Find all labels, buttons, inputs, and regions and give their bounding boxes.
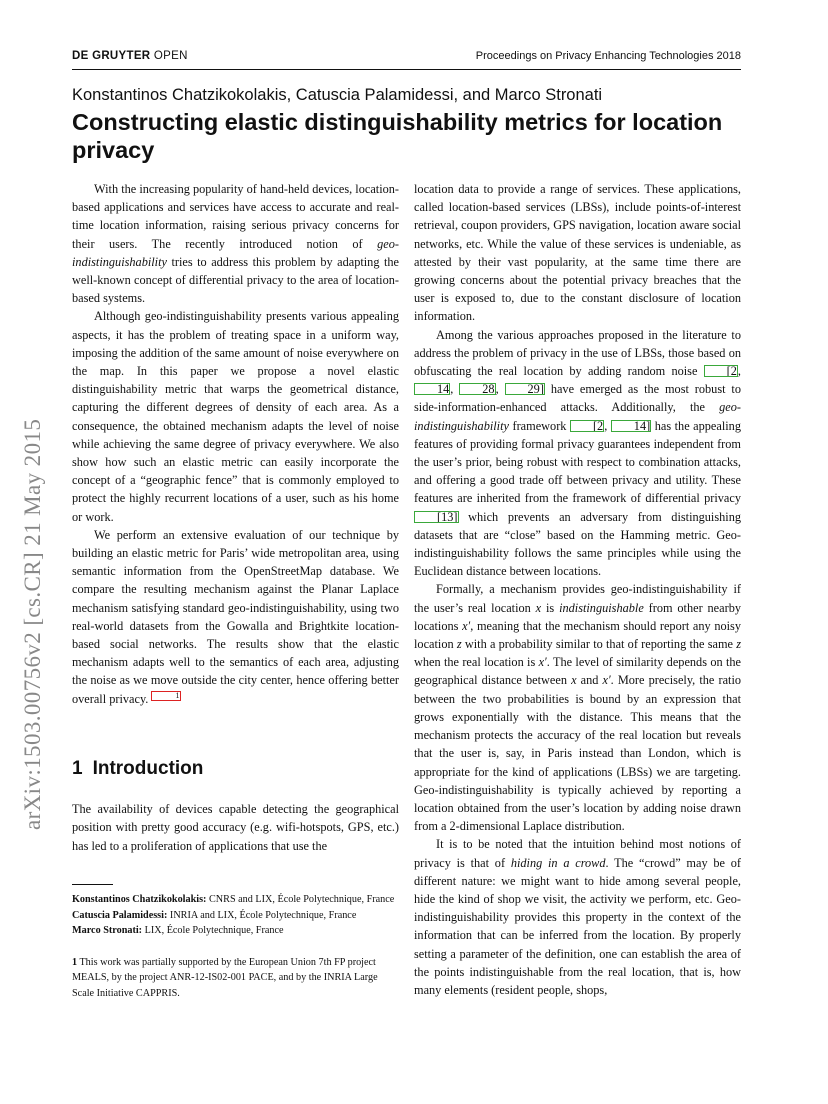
math-var: x bbox=[535, 600, 542, 615]
author-affiliation bbox=[72, 892, 399, 908]
text-run: when the real location is bbox=[414, 655, 539, 670]
section-heading bbox=[72, 757, 399, 779]
publisher-rest: OPEN bbox=[153, 50, 188, 62]
publisher-name bbox=[72, 50, 188, 62]
proceedings-title: Proceedings on Privacy Enhancing Technologies 2018 bbox=[475, 50, 741, 62]
footnote-link[interactable]: 1 bbox=[151, 691, 181, 701]
body-paragraph bbox=[414, 580, 741, 835]
text-run: . The level of similarity depends on the geographical distance between bbox=[414, 655, 741, 688]
author-name: Konstantinos Chatzikokolakis: bbox=[72, 894, 207, 905]
emphasis: hiding in a crowd bbox=[510, 855, 606, 870]
header-rule bbox=[72, 69, 741, 70]
citation-link[interactable]: [13] bbox=[414, 511, 459, 523]
emphasis: geo-indistinguishability bbox=[414, 400, 741, 433]
math-var: z bbox=[736, 637, 741, 652]
math-var: x′ bbox=[462, 618, 471, 633]
affiliation: INRIA and LIX, École Polytechnique, France bbox=[167, 909, 357, 921]
author-affiliation bbox=[72, 923, 399, 939]
text-run: have emerged as the most robust to side-information-enhanced attacks. Additionally, the bbox=[414, 382, 741, 415]
text-run: with a probability similar to that of reporting the same bbox=[461, 637, 737, 652]
author-name: Marco Stronati: bbox=[72, 925, 143, 936]
text-run: tries to address this problem by adapting the well-known concept of differential privacy to the area of location-based systems. bbox=[72, 254, 399, 306]
math-var: x′ bbox=[538, 655, 547, 670]
footnote-text: This work was partially supported by the European Union 7th FP project MEALS, by the project ANR-12-IS02-001 PACE, and by the INRIA Large Scale Initiative CAPPRIS. bbox=[72, 956, 378, 999]
body-paragraph bbox=[414, 835, 741, 999]
text-run: . More precisely, the ratio between the two probabilities is bound by an expression that grows exponentially with the distance. This means that the mechanism protects the accuracy of the real location but reveals that the user is, say, in Paris instead than London, which is appropriate for the kind of applications (LBSs) we are targeting. Geo-indistinguishability is typically achieved by reporting a location obtained from the user’s location by adding noise drawn from a 2-dimensional Laplace distribution. bbox=[414, 673, 742, 834]
text-run: Among the various approaches proposed in the literature to address the problem of privacy in the use of LBSs, those based on obfuscating the real location by adding random noise bbox=[414, 327, 741, 379]
affiliation: CNRS and LIX, École Polytechnique, France bbox=[206, 894, 395, 905]
footnote-1 bbox=[72, 955, 399, 1002]
left-column bbox=[72, 180, 399, 855]
text-run: Formally, a mechanism provides geo-indistinguishability if the user’s real location bbox=[414, 582, 741, 615]
text-run: , meaning that the mechanism should report any noisy location bbox=[414, 618, 741, 652]
text-run: With the increasing popularity of hand-held devices, location-based applications and services have access to accurate and real-time location information, raising serious privacy concerns for their users. The recently introduced notion of bbox=[72, 182, 399, 251]
right-column bbox=[414, 180, 741, 999]
author-name: Catuscia Palamidessi: bbox=[72, 909, 168, 921]
citation-link[interactable]: 28 bbox=[459, 383, 495, 395]
text-run: and bbox=[576, 673, 603, 688]
footnote-gap bbox=[72, 939, 399, 955]
text-run: which prevents an adversary from distinguishing datasets that are “close” based on the Hamming metric. Geo-indistinguishability follows the same principles while using the Euclidean distance between locations. bbox=[414, 509, 741, 579]
citation-link[interactable]: 14] bbox=[611, 420, 651, 432]
author-affiliation bbox=[72, 908, 399, 924]
footnotes bbox=[72, 892, 399, 1001]
text-run: It is to be noted that the intuition behind most notions of privacy is that of bbox=[414, 837, 741, 870]
citation-link[interactable]: [2 bbox=[704, 365, 738, 377]
abstract-paragraph: Although geo-indistinguishability presents various appealing aspects, it has the problem of treating space in a uniform way, imposing the addition of the same amount of noise everywhere on the map. In this paper we propose a novel elastic distinguishability metric that warps the geometrical distance, capturing the different degrees of density of each area. As a consequence, the obtained mechanism adapts the level of noise while achieving the same degree of privacy everywhere. We also show how such an elastic metric can easily incorporate the concept of a “geographic fence” that is commonly employed to protect the highly recurrent locations of a user, such as his home or work. bbox=[72, 309, 399, 524]
abstract bbox=[72, 180, 399, 708]
citation-link[interactable]: 29] bbox=[505, 383, 545, 395]
math-var: x bbox=[571, 673, 577, 688]
running-header bbox=[72, 50, 741, 70]
body-paragraph: The availability of devices capable detecting the geographical position with pretty good accuracy (e.g. wifi-hotspots, GPS, etc.) has led to a proliferation of applications that use the bbox=[72, 802, 399, 853]
emphasis: geo-indistinguishability bbox=[72, 236, 399, 269]
citation-link[interactable]: [2 bbox=[570, 420, 604, 432]
section-title: Introduction bbox=[92, 757, 204, 779]
text-run: . The “crowd” may be of different nature: we might want to hide among several people, hide the kind of shop we visit, the activity we perform, etc. Geo-indistinguishability provides this property in the context of the information that can be inferred from the location. By properly setting a parameter of the definition, one can establish the area of the points indistinguishable from the real location, that is, how many elements (resident people, shops, bbox=[414, 855, 741, 997]
math-var: z bbox=[456, 637, 462, 652]
author-list: Konstantinos Chatzikokolakis, Catuscia Palamidessi, and Marco Stronati bbox=[72, 86, 603, 104]
body-paragraph: location data to provide a range of services. These applications, called location-based services (LBSs), include points-of-interest retrieval, coupon providers, GPS navigation, location aware social networks, etc. While the value of these services is undeniable, as attested by their vast popularity, at the same time there are growing concerns about the potential privacy breaches that the user is exposed to, due to the constant disclosure of location information. bbox=[414, 182, 741, 324]
arxiv-stamp: arXiv:1503.00756v2 [cs.CR] 21 May 2015 bbox=[20, 418, 45, 830]
body-paragraph: Among the various approaches proposed in the literature to address the problem of privacy in the use of LBSs, those based on obfuscating the real location by adding random noise [2, 14, 28, 29] have emerged as the most robust to side-information-enhanced attacks. Additionally, the geo-indistinguishability framework [2, 14] has the appealing features of providing formal privacy guarantees independent from the user’s prior, being robust with respect to combination attacks, and offering a good trade off between privacy and utility. These features are inherited from the framework of differential privacy [13] which prevents an adversary from distinguishing datasets that are “close” based on the Hamming metric. Geo-indistinguishability follows the same principles while using the Euclidean distance between locations. bbox=[414, 327, 741, 579]
text-run: We perform an extensive evaluation of our technique by building an elastic metric for Paris’ wide metropolitan area, using semantic information from the OpenStreetMap database. We compare the resulting mechanism against the Planar Laplace mechanism satisfying standard geo-indistinguishability, using two real-world datasets from the Gowalla and Brightkite location-based social networks. The results show that the elastic mechanism adapts well to the semantics of each area, adjusting the noise as we move outside the city center, hence offering better overall privacy. bbox=[72, 527, 399, 706]
text-run: from other nearby locations bbox=[414, 600, 741, 633]
paper-title: Constructing elastic distinguishability metrics for location privacy bbox=[72, 109, 723, 163]
citation-link[interactable]: 14 bbox=[414, 383, 450, 395]
abstract-paragraph bbox=[72, 180, 399, 307]
text-run: is bbox=[541, 600, 560, 615]
abstract-paragraph bbox=[72, 526, 399, 708]
affiliation: LIX, École Polytechnique, France bbox=[142, 925, 284, 936]
footnote-number: 1 bbox=[72, 956, 78, 968]
publisher-bold: DE GRUYTER bbox=[72, 50, 151, 62]
text-run: has the appealing features of providing formal privacy guarantees independent from the user’s prior, being robust with respect to combination attacks, and offering a good trade off between privacy and utility. These features are inherited from the framework of differential privacy bbox=[414, 418, 741, 506]
footnote-rule bbox=[72, 884, 113, 885]
section-number: 1 bbox=[72, 757, 83, 779]
math-var: x′ bbox=[602, 673, 611, 688]
text-run: framework bbox=[508, 418, 570, 433]
emphasis: indistinguishable bbox=[559, 600, 644, 615]
